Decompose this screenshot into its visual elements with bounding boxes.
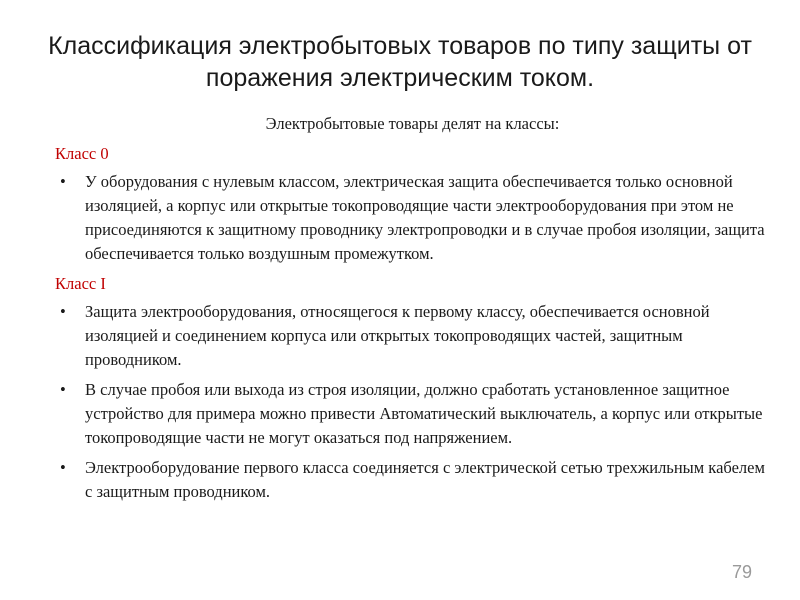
class-0-bullet-list <box>55 170 770 266</box>
bullet-item <box>55 456 770 504</box>
class-1-bullet-list <box>55 300 770 504</box>
bullet-text: В случае пробоя или выхода из строя изоляции, должно сработать установленное защитное устройство для примера можно привести Автоматический выключатель, а корпус или открытые токопроводящие части не могут оказаться под напряжением. <box>85 380 763 447</box>
slide-title: Классификация электробытовых товаров по типу защиты от поражения электрическим током. <box>48 32 752 92</box>
bullet-item <box>55 170 770 266</box>
bullet-mark: • <box>60 172 66 191</box>
class-1-heading: Класс I <box>55 274 106 293</box>
bullet-mark: • <box>60 302 66 321</box>
class-0-heading: Класс 0 <box>55 144 109 163</box>
bullet-item <box>55 300 770 372</box>
intro-text: Электробытовые товары делят на классы: <box>265 114 560 133</box>
bullet-text: Электрооборудование первого класса соединяется с электрической сетью трехжильным кабелем с защитным проводником. <box>85 458 765 501</box>
slide-content <box>55 112 770 510</box>
bullet-item <box>55 378 770 450</box>
bullet-mark: • <box>60 380 66 399</box>
page-number: 79 <box>731 562 752 582</box>
bullet-text: Защита электрооборудования, относящегося к первому классу, обеспечивается основной изоляцией и соединением корпуса или открытых токопроводящих частей, защитным проводником. <box>85 302 710 369</box>
bullet-text: У оборудования с нулевым классом, электрическая защита обеспечивается только основной изоляцией, а корпус или открытые токопроводящие части электрооборудования при этом не присоединяются к защитному проводнику электропроводки и в случае пробоя изоляции, защита обеспечивается только воздушным промежутком. <box>85 172 765 263</box>
bullet-mark: • <box>60 458 66 477</box>
